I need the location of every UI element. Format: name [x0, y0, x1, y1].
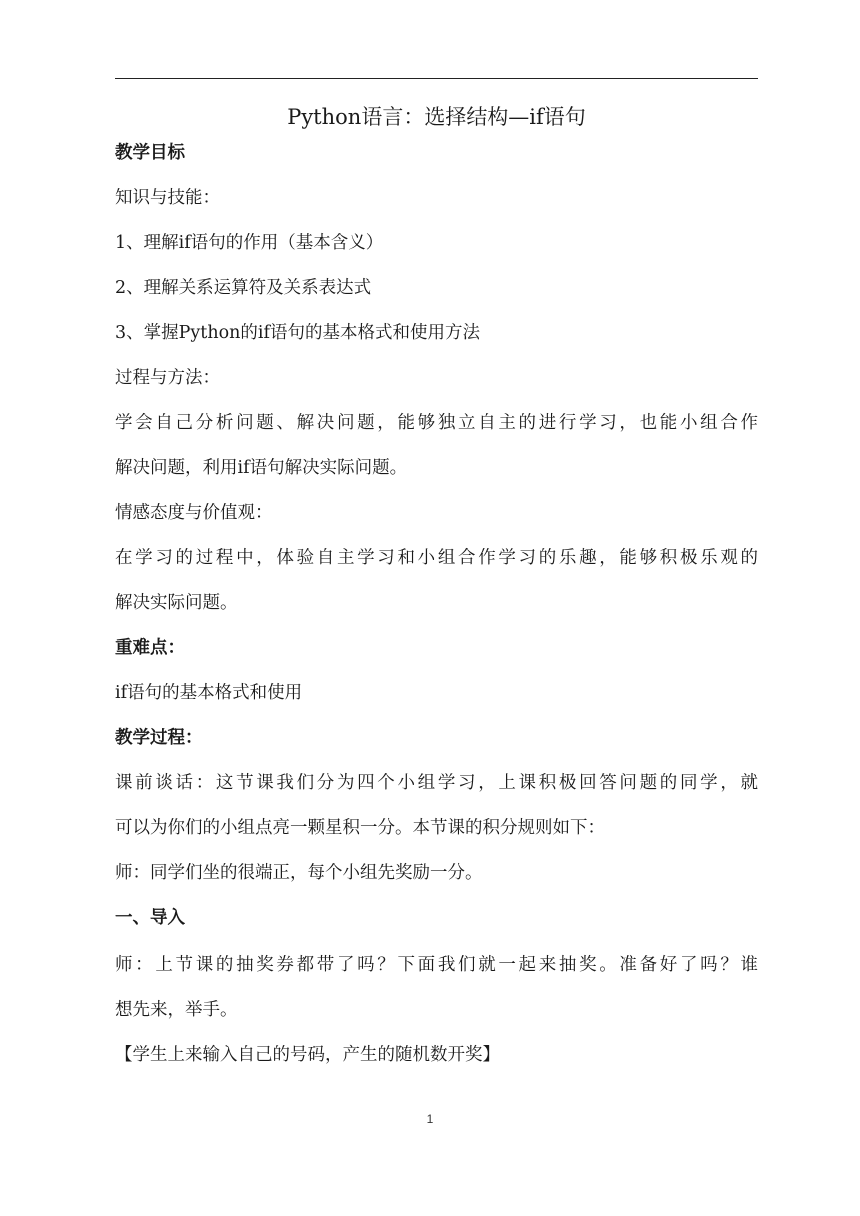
- text-line: 过程与方法：: [115, 368, 220, 388]
- text-line: 1、理解if语句的作用（基本含义）: [115, 233, 384, 253]
- text-line: 3、掌握Python的if语句的基本格式和使用方法: [115, 323, 480, 343]
- text-line: 在学习的过程中，体验自主学习和小组合作学习的乐趣，能够积极乐观的: [115, 548, 758, 568]
- text-line: 师：上节课的抽奖券都带了吗？下面我们就一起来抽奖。准备好了吗？谁: [115, 955, 758, 975]
- text-line: 解决问题，利用if语句解决实际问题。: [115, 458, 408, 478]
- page-number: 1: [426, 1112, 434, 1126]
- section-heading: 教学目标: [115, 143, 185, 163]
- section-heading: 教学过程：: [115, 728, 203, 748]
- text-line: 课前谈话：这节课我们分为四个小组学习，上课积极回答问题的同学，就: [115, 773, 758, 793]
- page-title: Python语言：选择结构—if语句: [287, 105, 586, 129]
- section-heading: 重难点：: [115, 638, 185, 658]
- section-heading: 一、导入: [115, 908, 185, 928]
- text-line: 情感态度与价值观：: [115, 503, 273, 523]
- text-line: 解决实际问题。: [115, 593, 238, 613]
- text-line: 【学生上来输入自己的号码，产生的随机数开奖】: [115, 1045, 500, 1065]
- text-line: 2、理解关系运算符及关系表达式: [115, 278, 372, 298]
- text-line: 学会自己分析问题、解决问题，能够独立自主的进行学习，也能小组合作: [115, 413, 758, 433]
- header-rule: [115, 78, 758, 79]
- text-line: 师：同学们坐的很端正，每个小组先奖励一分。: [115, 863, 483, 883]
- text-line: 知识与技能：: [115, 188, 220, 208]
- text-line: if语句的基本格式和使用: [115, 683, 303, 703]
- text-line: 想先来，举手。: [115, 1000, 238, 1020]
- text-line: 可以为你们的小组点亮一颗星积一分。本节课的积分规则如下：: [115, 818, 605, 838]
